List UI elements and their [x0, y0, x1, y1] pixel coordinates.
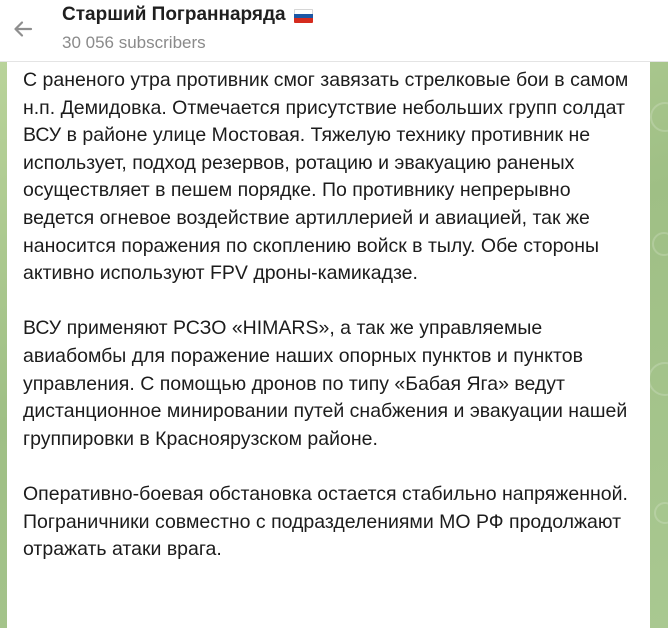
message-bubble[interactable]: [7, 62, 650, 628]
message-text: [23, 67, 635, 564]
back-button[interactable]: [6, 12, 40, 46]
message-paragraph: Оперативно-боевая обстановка остается стабильно напряженной. Пограничники совместно с подразделениями МО РФ продолжают отражать атаки врага.: [23, 482, 628, 561]
message-paragraph: С раненого утра противник смог завязать стрелковые бои в самом н.п. Демидовка. Отмечается присутствие небольших групп солдат ВСУ в районе улице Мостовая. Тяжелую технику противник не использует, подход резервов, ротацию и эвакуацию раненых осуществляет в пешем порядке. По противнику непрерывно ведется огневое воздействие артиллерией и авиацией, так же наносится поражения по скоплению войск в тылу. Обе стороны активно используют FPV дроны-камикадзе.: [23, 69, 629, 285]
channel-title[interactable]: [62, 4, 313, 26]
russia-flag-icon: [294, 9, 313, 23]
background-pattern: [650, 102, 668, 132]
subscriber-count: 30 056 subscribers: [62, 33, 206, 52]
background-pattern: [648, 362, 668, 396]
background-pattern: [654, 502, 668, 524]
message-paragraph: ВСУ применяют РСЗО «HIMARS», а так же управляемые авиабомбы для поражение наших опорных пунктов и пунктов управления. С помощью дронов по типу «Бабая Яга» ведут дистанционное минировании путей снабжения и эвакуации нашей группировки в Красноярузском районе.: [23, 317, 628, 450]
channel-title-text: Старший Пограннаряда: [62, 4, 286, 25]
channel-header[interactable]: [0, 0, 668, 62]
background-pattern: [652, 232, 668, 256]
arrow-left-icon: [11, 17, 35, 41]
